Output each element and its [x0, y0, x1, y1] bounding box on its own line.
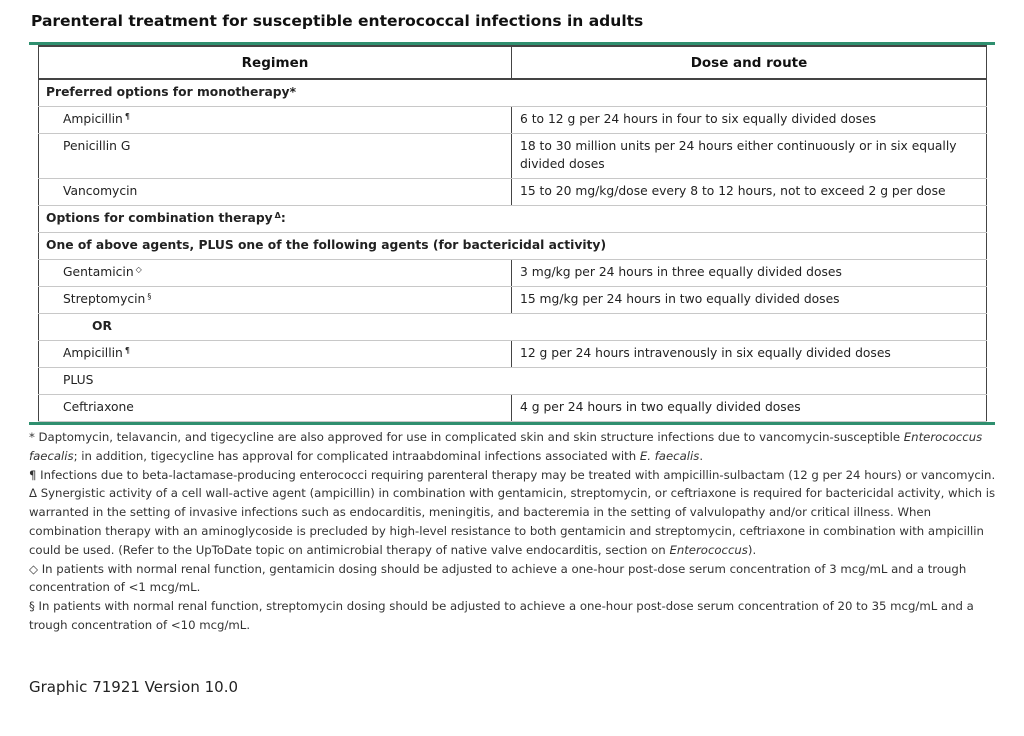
footnote-delta [29, 484, 1004, 559]
footnote-italic: E. faecalis [639, 448, 700, 463]
dose-cell: 12 g per 24 hours intravenously in six equally divided doses [512, 341, 987, 368]
dose-cell: 15 to 20 mg/kg/dose every 8 to 12 hours, not to exceed 2 g per dose [512, 179, 987, 206]
footnote-mark: ¶ [124, 112, 130, 121]
footnote-text: . [699, 448, 704, 463]
table-row [39, 134, 987, 179]
footnotes [29, 428, 1004, 635]
regimen-cell [39, 107, 512, 134]
regimen-cell: Vancomycin [39, 179, 512, 206]
regimen-table-container [29, 42, 995, 425]
footnote-italic: Enterococcus faecalis [29, 430, 983, 463]
dose-cell: 4 g per 24 hours in two equally divided doses [512, 395, 987, 422]
regimen-cell [39, 260, 512, 287]
table-row [39, 287, 987, 314]
section-monotherapy-label: Preferred options for monotherapy* [39, 79, 987, 107]
dose-cell: 6 to 12 g per 24 hours in four to six equally divided doses [512, 107, 987, 134]
footnote-mark: § [147, 292, 152, 301]
dose-cell: 18 to 30 million units per 24 hours either continuously or in six equally divided doses [512, 134, 987, 179]
footnote-mark: ¶ [124, 346, 130, 355]
drug-name: Streptomycin [63, 292, 146, 306]
drug-name: Gentamicin [63, 265, 134, 279]
plus-label: PLUS [39, 368, 987, 395]
table-row [39, 260, 987, 287]
footnote-text: ). [747, 542, 757, 557]
section-row-combination [39, 206, 987, 233]
or-row [39, 314, 987, 341]
table-row [39, 179, 987, 206]
section-combination-cell [39, 206, 987, 233]
or-label: OR [39, 314, 987, 341]
drug-name: Ampicillin [63, 346, 123, 360]
section-row-monotherapy [39, 79, 987, 107]
table-row [39, 341, 987, 368]
header-dose-route: Dose and route [512, 46, 987, 79]
regimen-cell: Penicillin G [39, 134, 512, 179]
dose-cell: 15 mg/kg per 24 hours in two equally divided doses [512, 287, 987, 314]
footnote-mark: Δ [274, 211, 281, 220]
footnote-section: § In patients with normal renal function, streptomycin dosing should be adjusted to achieve a one-hour post-dose serum concentration of 20 to 35 mcg/mL and a trough concentration of <10 mcg/mL. [29, 599, 974, 632]
footnote-star [29, 428, 1004, 466]
footnote-italic: Enterococcus [669, 542, 748, 557]
section-combination-suffix: : [280, 211, 286, 225]
table-row [39, 107, 987, 134]
footnote-text: Δ Synergistic activity of a cell wall-active agent (ampicillin) in combination with gentamicin, streptomycin, or ceftriaxone is required for bactericidal activity, which is warranted in the setting of invasive infections such as endocarditis, meningitis, and bacteremia in the setting of valvulopathy and/or critical illness. When combination therapy with an aminoglycoside is precluded by high-level resistance to both gentamicin and streptomycin, ceftriaxone in combination with ampicillin could be used. (Refer to the UpToDate topic on antimicrobial therapy of native valve endocarditis, section on [29, 486, 996, 557]
footnote-mark: ◇ [135, 265, 142, 274]
section-row-one-of-above [39, 233, 987, 260]
regimen-cell [39, 341, 512, 368]
page-title: Parenteral treatment for susceptible enterococcal infections in adults [31, 12, 644, 30]
header-regimen: Regimen [39, 46, 512, 79]
regimen-cell: Ceftriaxone [39, 395, 512, 422]
table-row [39, 395, 987, 422]
dose-cell: 3 mg/kg per 24 hours in three equally divided doses [512, 260, 987, 287]
regimen-table [38, 45, 987, 422]
graphic-version: Graphic 71921 Version 10.0 [29, 678, 239, 696]
footnote-pilcrow: ¶ Infections due to beta-lactamase-producing enterococci requiring parenteral therapy may be treated with ampicillin-sulbactam (12 g per 24 hours) or vancomycin. [29, 467, 996, 482]
section-combination-label: Options for combination therapy [46, 211, 273, 225]
drug-name: Ampicillin [63, 112, 123, 126]
footnote-text: ; in addition, tigecycline has approval for complicated intraabdominal infections associated with [73, 448, 640, 463]
plus-row [39, 368, 987, 395]
table-header-row [39, 46, 987, 79]
footnote-text: * Daptomycin, telavancin, and tigecycline are also approved for use in complicated skin and skin structure infections due to vancomycin-susceptible [29, 430, 904, 444]
section-one-of-above-label: One of above agents, PLUS one of the following agents (for bactericidal activity) [39, 233, 987, 260]
regimen-cell [39, 287, 512, 314]
footnote-diamond: ◇ In patients with normal renal function, gentamicin dosing should be adjusted to achieve a one-hour post-dose serum concentration of 3 mcg/mL and a trough concentration of <1 mcg/mL. [29, 561, 967, 595]
